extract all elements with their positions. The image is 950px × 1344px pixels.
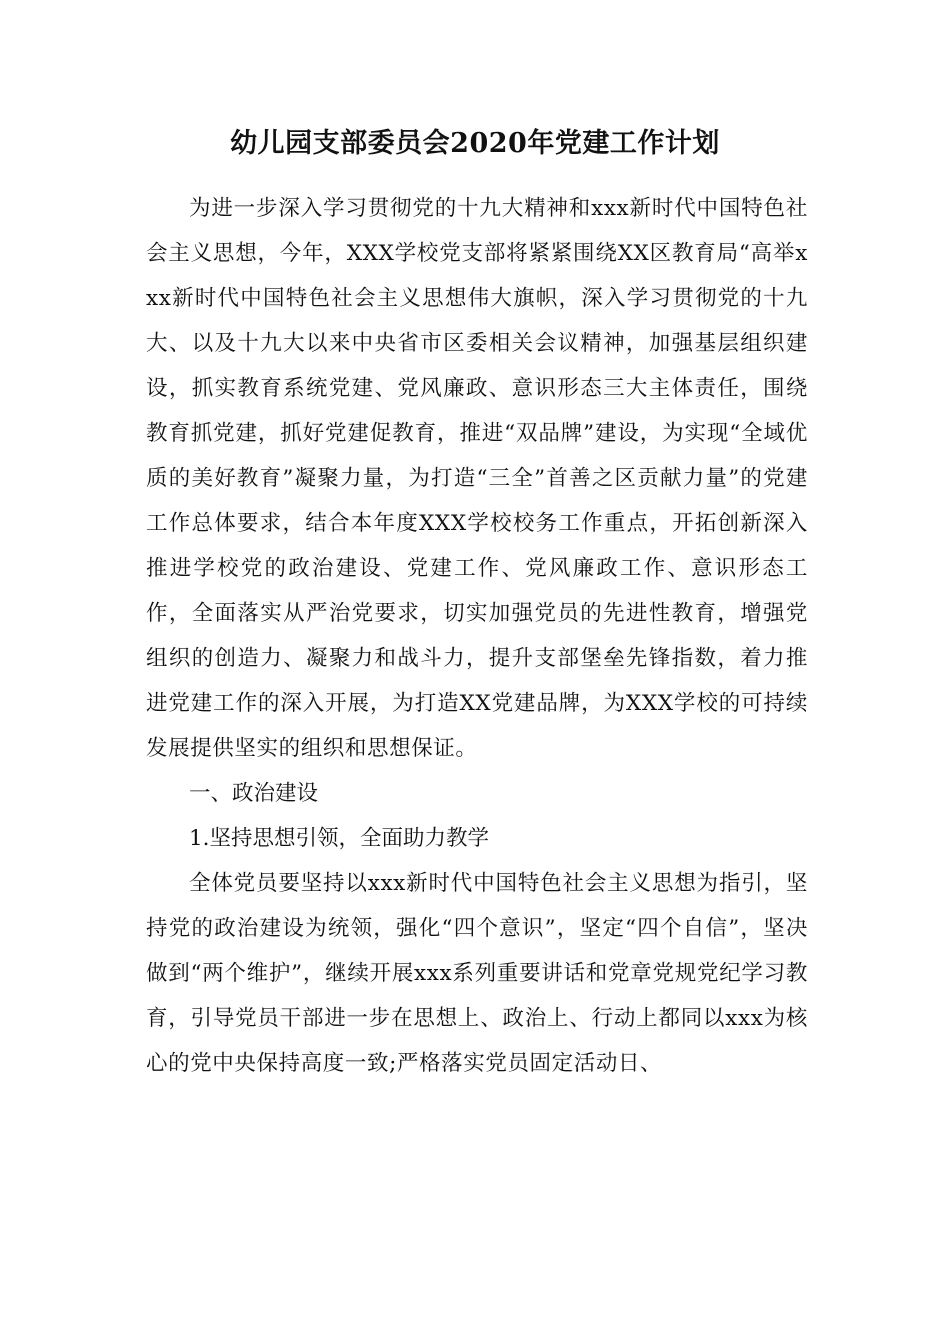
section-heading-political-construction: 一、政治建设 xyxy=(189,781,319,806)
subsection-heading-ideological-guidance: 1.坚持思想引领，全面助力教学 xyxy=(189,826,490,851)
intro-paragraph: 为进一步深入学习贯彻党的十九大精神和xxx新时代中国特色社会主义思想，今年，XXX学校党支部将紧紧围绕XX区教育局“高举xxx新时代中国特色社会主义思想伟大旗帜，深入学习贯彻党的十九大、以及十九大以来中央省市区委相关会议精神，加强基层组织建设，抓实教育系统党建、党风廉政、意识形态三大主体责任，围绕教育抓党建，抓好党建促教育，推进“双品牌”建设，为实现“全域优质的美好教育”凝聚力量，为打造“三全”首善之区贡献力量”的党建工作总体要求，结合本年度XXX学校校务工作重点，开拓创新深入推进学校党的政治建设、党建工作、党风廉政工作、意识形态工作，全面落实从严治党要求，切实加强党员的先进性教育，增强党组织的创造力、凝聚力和战斗力，提升支部堡垒先锋指数，着力推进党建工作的深入开展，为打造XX党建品牌，为XXX学校的可持续发展提供坚实的组织和思想保证。 xyxy=(146,196,808,761)
document-body xyxy=(146,186,808,1086)
document-title: 幼儿园支部委员会2020年党建工作计划 xyxy=(230,128,720,159)
subsection-body-paragraph: 全体党员要坚持以xxx新时代中国特色社会主义思想为指引，坚持党的政治建设为统领，强化“四个意识”，坚定“四个自信”，坚决做到“两个维护”，继续开展xxx系列重要讲话和党章党规党纪学习教育，引导党员干部进一步在思想上、政治上、行动上都同以xxx为核心的党中央保持高度一致;严格落实党员固定活动日、 xyxy=(146,871,808,1076)
